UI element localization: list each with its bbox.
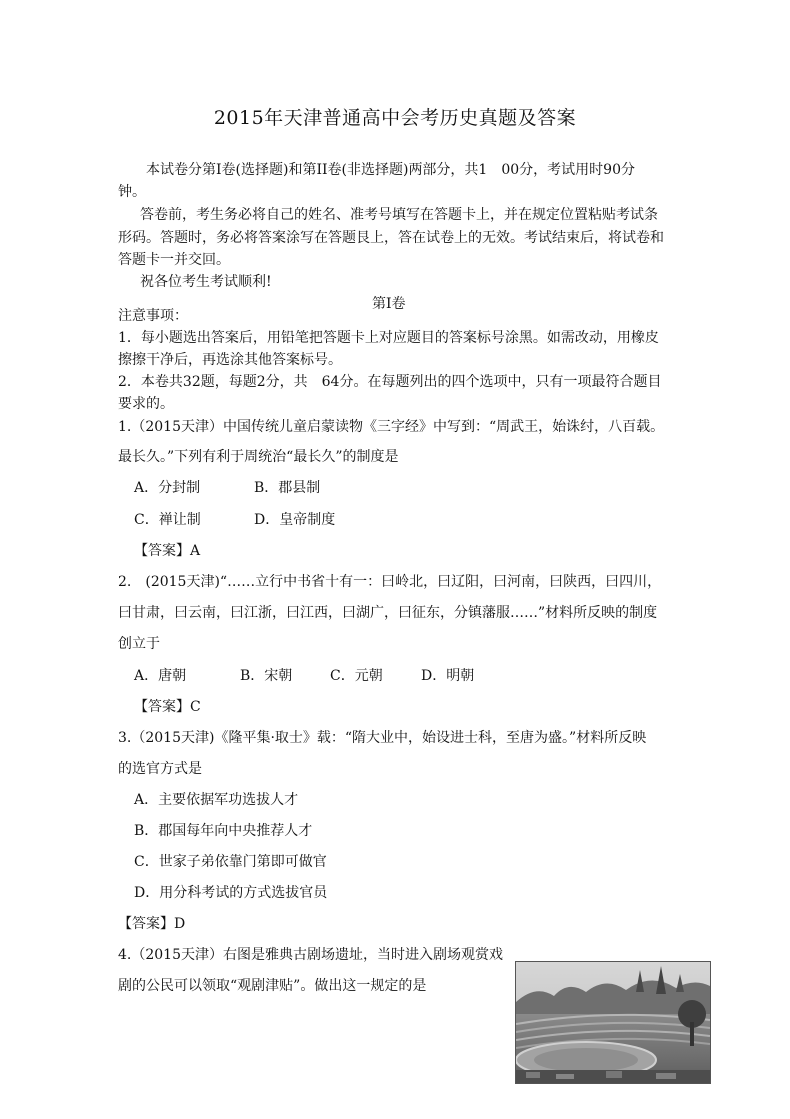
section-title: 第I卷 bbox=[372, 296, 406, 312]
intro-line-6: 祝各位考生考试顺利! bbox=[140, 274, 272, 290]
q2-stem-line-1: 2. (2015天津)“……立行中书省十有一：曰岭北，曰辽阳，曰河南，曰陕西，曰四川， bbox=[118, 574, 662, 590]
theatre-ruins-photo bbox=[515, 961, 711, 1084]
q3-option-c: C．世家子弟依靠门第即可做官 bbox=[134, 854, 327, 870]
q2-option-a: A．唐朝 bbox=[134, 668, 187, 684]
q1-option-b: B．郡县制 bbox=[254, 480, 321, 496]
q1-option-a: A．分封制 bbox=[134, 480, 201, 496]
intro-line-3: 答卷前，考生务必将自己的姓名、准考号填写在答题卡上，并在规定位置粘贴考试条 bbox=[140, 207, 658, 223]
q2-stem-line-2: 曰甘肃，曰云南，曰江浙，曰江西，曰湖广，曰征东，分镇藩服……”材料所反映的制度 bbox=[118, 605, 658, 621]
q1-answer: 【答案】A bbox=[134, 543, 201, 559]
q3-option-d: D．用分科考试的方式选拔官员 bbox=[134, 885, 328, 901]
intro-line-1: 本试卷分第I卷(选择题)和第II卷(非选择题)两部分，共1 00分，考试用时90分 bbox=[146, 162, 635, 178]
q2-option-b: B．宋朝 bbox=[240, 668, 293, 684]
document-title: 2015年天津普通高中会考历史真题及答案 bbox=[213, 107, 577, 129]
q3-answer: 【答案】D bbox=[118, 916, 186, 932]
q2-stem-line-3: 创立于 bbox=[118, 636, 160, 652]
note-2-line-2: 要求的。 bbox=[118, 396, 174, 412]
q3-stem-line-1: 3.（2015天津)《隆平集·取士》载：“隋大业中，始设进士科，至唐为盛。”材料所反映 bbox=[118, 730, 647, 746]
q2-answer: 【答案】C bbox=[134, 699, 201, 715]
q3-option-b: B．郡国每年向中央推荐人才 bbox=[134, 823, 313, 839]
q3-option-a: A．主要依据军功选拔人才 bbox=[134, 792, 299, 808]
q1-option-c: C．禅让制 bbox=[134, 512, 201, 528]
notes-heading: 注意事项： bbox=[118, 308, 188, 324]
q4-stem-line-1: 4.（2015天津）右图是雅典古剧场遗址，当时进入剧场观赏戏 bbox=[118, 947, 503, 963]
q2-option-c: C．元朝 bbox=[330, 668, 383, 684]
intro-line-4: 形码。答题时，务必将答案涂写在答题艮上，答在试卷上的无效。考试结束后，将试卷和 bbox=[118, 230, 664, 246]
q4-stem-line-2: 剧的公民可以领取“观剧津贴”。做出这一规定的是 bbox=[118, 978, 427, 994]
note-1-line-2: 擦擦干净后，再选涂其他答案标号。 bbox=[118, 352, 342, 368]
intro-line-2: 钟。 bbox=[118, 184, 146, 200]
note-2-line-1: 2．本卷共32题，每题2分，共 64分。在每题列出的四个选项中，只有一项最符合题目 bbox=[118, 374, 662, 390]
note-1-line-1: 1．每小题选出答案后，用铅笔把答题卡上对应题目的答案标号涂黑。如需改动，用橡皮 bbox=[118, 330, 659, 346]
q1-stem-line-1: 1.（2015天津）中国传统儿童启蒙读物《三字经》中写到：“周武王，始诛纣，八百载。 bbox=[118, 419, 665, 435]
q1-option-d: D．皇帝制度 bbox=[254, 512, 336, 528]
q3-stem-line-2: 的选官方式是 bbox=[118, 761, 202, 777]
intro-line-5: 答题卡一并交回。 bbox=[118, 252, 230, 268]
q2-option-d: D．明朝 bbox=[421, 668, 475, 684]
q1-stem-line-2: 最长久。”下列有利于周统治“最长久”的制度是 bbox=[118, 449, 399, 465]
